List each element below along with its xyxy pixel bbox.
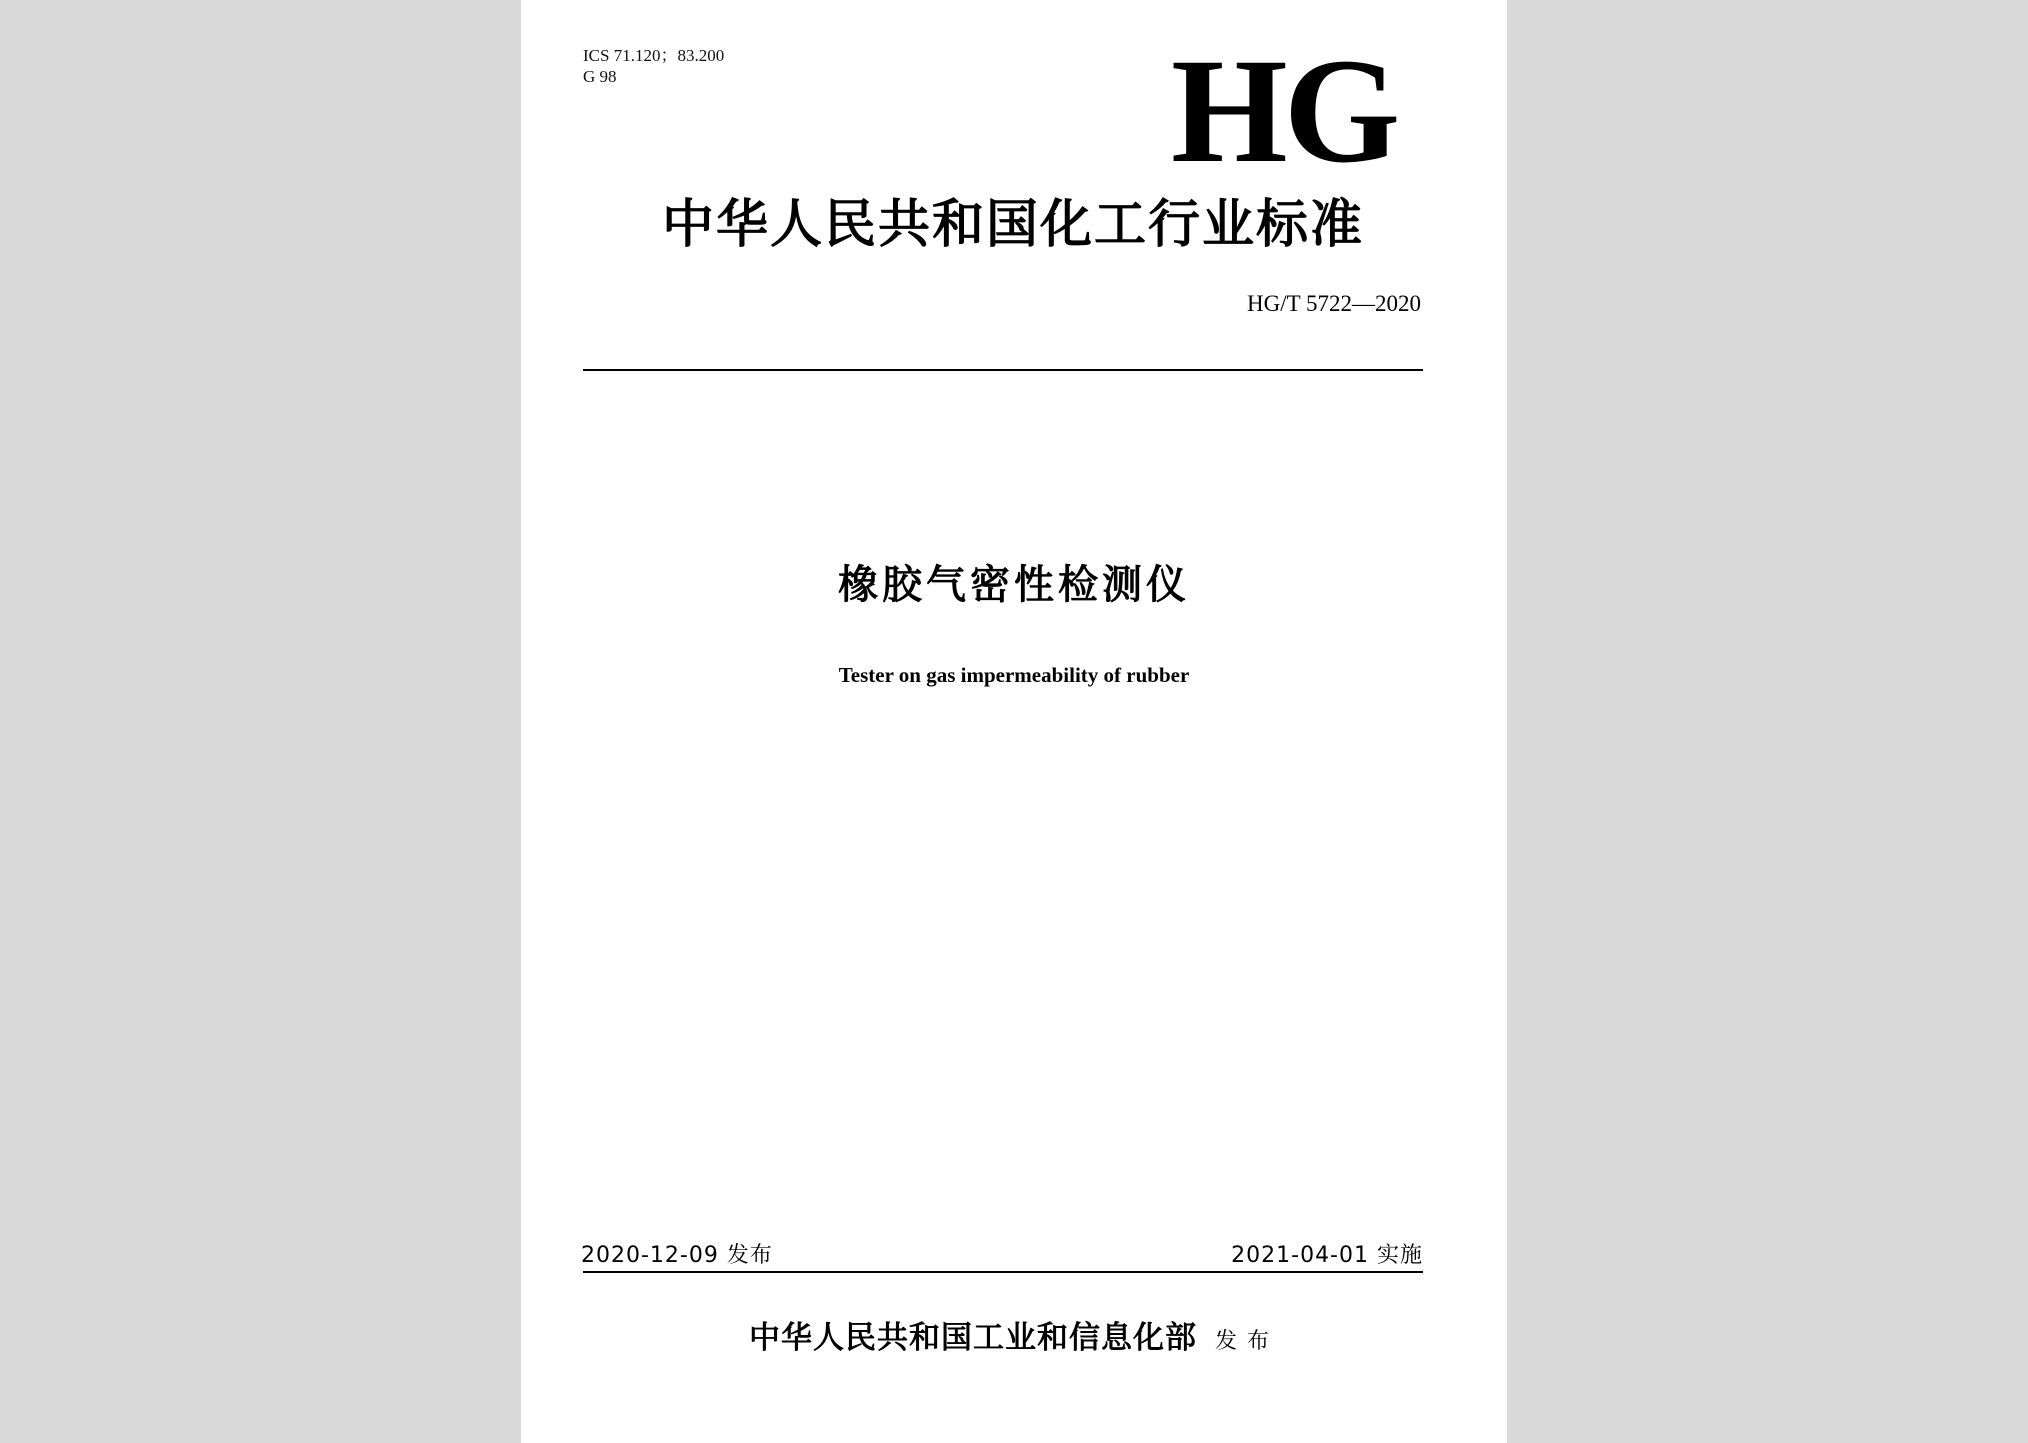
- document-page: [521, 0, 1507, 1443]
- publisher-verb: 发布: [1214, 1329, 1279, 1354]
- publisher-name: 中华人民共和国工业和信息化部: [748, 1320, 1197, 1356]
- bottom-divider: [583, 1271, 1423, 1273]
- document-title-cn: 橡胶气密性检测仪: [838, 562, 1190, 608]
- issue-date: 2020-12-09 发布: [581, 1243, 773, 1268]
- hg-logo: HG: [1171, 28, 1397, 194]
- implementation-date: 2021-04-01 实施: [1231, 1243, 1423, 1268]
- classification-code: G 98: [583, 67, 617, 86]
- standard-title: 中华人民共和国化工行业标准: [661, 194, 1364, 255]
- ics-code: ICS 71.120；83.200: [583, 46, 725, 65]
- publisher-line: [521, 1318, 1507, 1362]
- document-title-en: Tester on gas impermeability of rubber: [838, 663, 1190, 687]
- standard-code: HG/T 5722—2020: [1247, 291, 1421, 316]
- top-divider: [583, 369, 1423, 371]
